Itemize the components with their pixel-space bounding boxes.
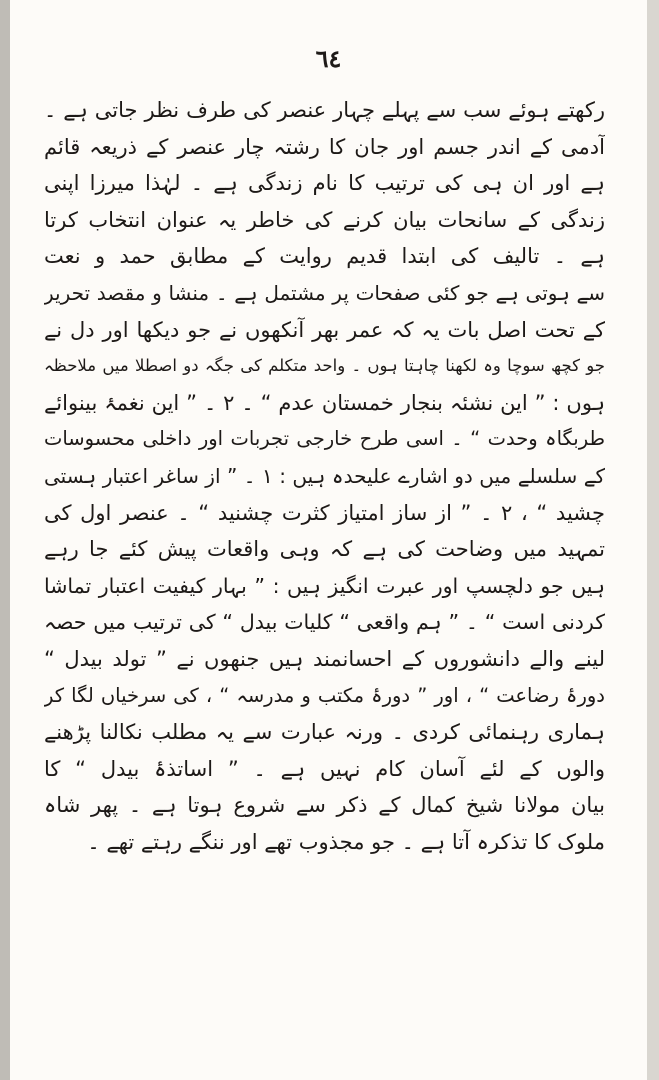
text-line: ہوں : ” این نشئہ بنجار خمستان عدم “ ۔ ٢ ۔ ” این نغمۂ بینوائے xyxy=(44,390,605,415)
text-line: رکھتے ہوئے سب سے پہلے چہار عنصر کی طرف نظر جاتی ہے ۔ xyxy=(44,98,605,122)
text-line: ہماری رہنمائی کردی ۔ ورنہ عبارت سے یہ مطلب نکالنا پڑھنے xyxy=(44,720,605,745)
text-line: جو کچھ سوچا وہ لکھنا چاہتا ہوں ۔ واحد متکلم کی جگہ دو اصطلا میں ملاحظہ xyxy=(44,356,605,376)
text-line: والوں کے لئے آسان کام نہیں ہے ۔ ” اساتذۂ بیدل “ کا xyxy=(44,756,605,781)
page-number: ٦٤ xyxy=(315,44,342,73)
text-line: سے ہوتی ہے جو کئی صفحات پر مشتمل ہے ۔ منشا و مقصد تحریر xyxy=(44,280,605,305)
text-line: طربگاہ وحدت “ ۔ اسی طرح خارجی تجربات اور داخلی محسوسات xyxy=(44,427,605,451)
text-line: ہے ۔ تالیف کی ابتدا قدیم روایت کے مطابق حمد و نعت xyxy=(44,244,605,269)
text-line: ملوک کا تذکرہ آتا ہے ۔ جو مجذوب تھے اور ننگے رہتے تھے ۔ xyxy=(87,829,605,854)
text-line: چشید “ ، ٢ ۔ ” از ساز امتیاز کثرت چشنید “ ۔ عنصر اول کی xyxy=(44,500,605,525)
text-line: ہے اور ان ہی کی ترتیب کا نام زندگی ہے ۔ لہٰذا میرزا اپنی xyxy=(44,171,605,196)
text-line: تمہید میں وضاحت کی ہے کہ وہی واقعات پیش کئے جا رہے xyxy=(44,537,605,562)
text-line: دورۂ رضاعت “ ، اور ” دورۂ مکتب و مدرسہ “ ، کی سرخیاں لگا کر xyxy=(44,683,605,707)
text-line: ہیں جو دلچسپ اور عبرت انگیز ہیں : ” بہار کیفیت اعتبار تماشا xyxy=(44,573,605,598)
text-line: کے تحت اصل بات یہ کہ عمر بھر آنکھوں نے جو دیکھا اور دل نے xyxy=(44,317,605,342)
text-line: زندگی کے سانحات بیان کرنے کی خاطر یہ عنوان انتخاب کرتا xyxy=(44,207,605,232)
text-line: آدمی کے اندر جسم اور جان کا رشتہ چار عنصر کے ذریعہ قائم xyxy=(44,134,605,159)
body-text xyxy=(44,92,605,860)
text-line: کردنی است “ ۔ ” ہم واقعی “ کلیات بیدل “ کی ترتیب میں حصہ xyxy=(44,610,605,635)
text-line: لینے والے دانشوروں کے احسانمند ہیں جنھوں نے ” تولد بیدل “ xyxy=(44,646,605,671)
text-line: کے سلسلے میں دو اشارے علیحدہ ہیں : ١ ۔ ” از ساغر اعتبار ہستی xyxy=(44,463,605,488)
text-line: بیان مولانا شیخ کمال کے ذکر سے شروع ہوتا ہے ۔ پھر شاہ xyxy=(44,793,605,818)
